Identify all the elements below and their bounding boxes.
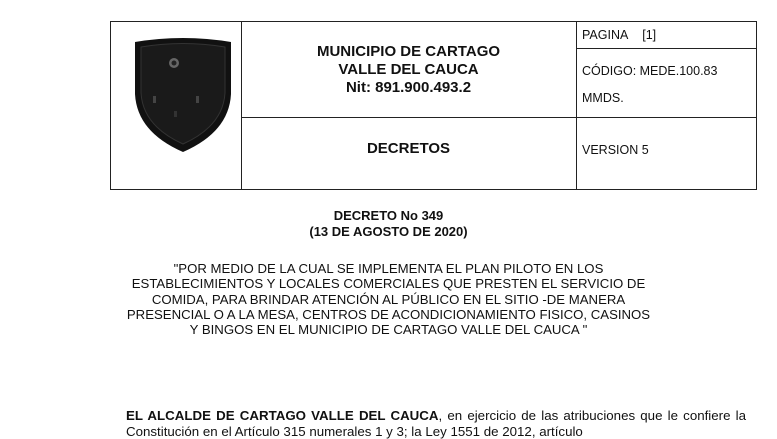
decree-title-line: PRESENCIAL O A LA MESA, CENTROS DE ACONDICIONAMIENTO FISICO, CASINOS	[126, 306, 651, 322]
decree-heading	[0, 208, 777, 240]
page-label-text: PAGINA	[582, 28, 629, 42]
decree-title	[0, 261, 777, 337]
document-mmds: MMDS.	[582, 91, 624, 105]
preamble-authority: EL ALCALDE DE CARTAGO VALLE DEL CAUCA	[126, 408, 439, 423]
header-municipality: MUNICIPIO DE CARTAGO	[316, 43, 501, 60]
decree-title-line: Y BINGOS EN EL MUNICIPIO DE CARTAGO VALLE DEL CAUCA "	[189, 322, 588, 338]
preamble-paragraph	[126, 408, 746, 439]
header-nit: Nit: 891.900.493.2	[345, 79, 472, 96]
coat-of-arms-icon	[131, 36, 235, 154]
header-department: VALLE DEL CAUCA	[338, 61, 479, 78]
header-section: DECRETOS	[366, 140, 451, 157]
decree-date: (13 DE AGOSTO DE 2020)	[309, 224, 468, 239]
header-divider-middle	[241, 117, 756, 118]
decree-title-line: COMIDA, PARA BRINDAR ATENCIÓN AL PÚBLICO EN EL SITIO -DE MANERA	[151, 291, 626, 307]
document-header-table	[110, 21, 757, 190]
preamble-text: , en ejercicio de las atribuciones que le confiere la Constitución en el Artículo 315 numerales 1 y 3; la Ley 1551 de 2012, artículo	[126, 408, 746, 439]
decree-title-line: ESTABLECIMIENTOS Y LOCALES COMERCIALES QUE PRESTEN EL SERVICIO DE	[131, 276, 646, 292]
decree-number: DECRETO No 349	[333, 208, 444, 223]
page-label	[582, 28, 656, 42]
page-number: [1]	[642, 28, 657, 42]
document-code: CÓDIGO: MEDE.100.83	[582, 64, 718, 78]
decree-title-line: "POR MEDIO DE LA CUAL SE IMPLEMENTA EL PLAN PILOTO EN LOS	[173, 261, 604, 276]
document-version: VERSION 5	[582, 143, 649, 157]
header-divider-page	[576, 48, 756, 49]
